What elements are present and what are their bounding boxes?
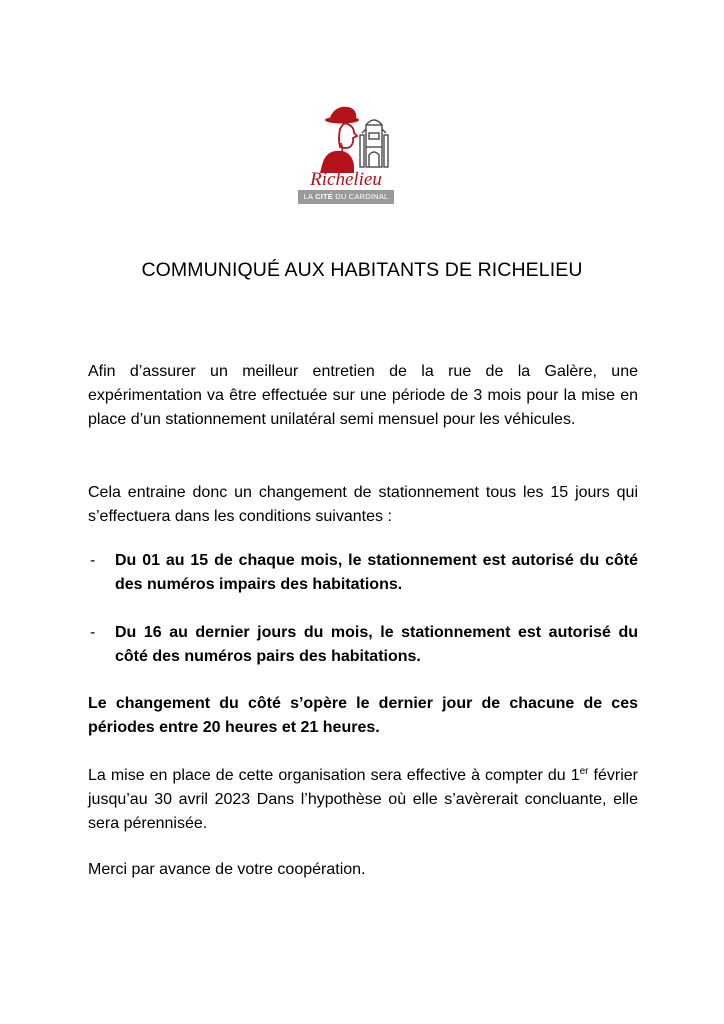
paragraph-change-time: Le changement du côté s’opère le dernier jour de chacune de ces périodes entre 20 heures et 21 heures. [88,695,638,736]
bullet-text-even-numbers: Du 16 au dernier jours du mois, le stationnement est autorisé du côté des numéros pairs des habitations. [115,624,638,665]
bullet-marker: - [90,624,96,641]
paragraph-effective-dates: La mise en place de cette organisation sera effective à compter du 1er février jusqu’au 30 avril 2023 Dans l’hypothèse où elle s’avèrerait concluante, elle sera pérennisée. [88,766,638,832]
bullet-marker: - [90,552,96,569]
paragraph-intro: Afin d’assurer un meilleur entretien de la rue de la Galère, une expérimentation va être effectuée sur une période de 3 mois pour la mise en place d’un stationnement unilatéral semi mensuel pour les véhicules. [88,363,638,428]
paragraph-thanks: Merci par avance de votre coopération. [88,861,366,878]
logo-tagline-banner: LA CITÉ DU CARDINAL [298,190,394,204]
bullet-text-odd-numbers: Du 01 au 15 de chaque mois, le stationnement est autorisé du côté des numéros impairs des habitations. [115,552,638,593]
logo-wordmark: Richelieu [310,169,382,190]
document-title: COMMUNIQUÉ AUX HABITANTS DE RICHELIEU [141,259,583,281]
paragraph-conditions: Cela entraine donc un changement de stationnement tous les 15 jours qui s’effectuera dans les conditions suivantes : [88,484,638,525]
richelieu-logo [296,103,400,207]
